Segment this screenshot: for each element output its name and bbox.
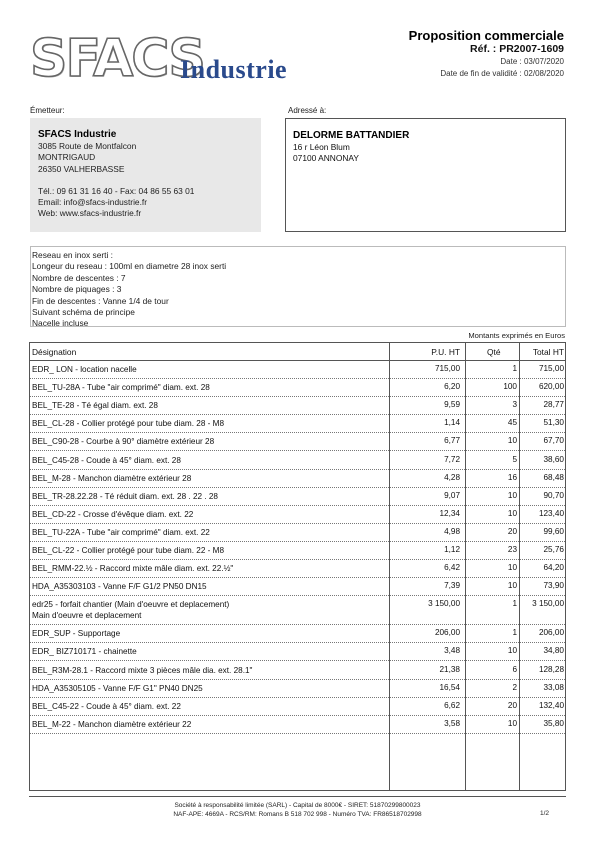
project-description	[30, 246, 566, 327]
row-designation	[32, 364, 137, 375]
page-number: 1/2	[539, 810, 549, 817]
row-designation-text: HDA_A35303103 - Vanne F/F G1/2 PN50 DN15	[32, 582, 207, 592]
row-quantity: 23	[507, 545, 517, 554]
row-quantity: 2	[512, 682, 517, 692]
document-reference: Réf. : PR2007-1609	[470, 43, 564, 55]
table-row	[30, 360, 565, 379]
row-designation-text: EDR_ LON - location nacelle	[32, 365, 137, 374]
row-total: 64,20	[543, 563, 564, 573]
row-unit-price: 3,58	[444, 718, 460, 728]
quote-table	[29, 342, 566, 791]
row-quantity: 20	[507, 526, 517, 536]
row-unit-price: 3,48	[444, 646, 460, 656]
row-designation-text: BEL_RMM-22.½ - Raccord mixte mâle diam. ext. 22.½"	[32, 564, 234, 574]
row-designation	[32, 581, 207, 592]
emitter-box	[30, 118, 261, 232]
table-row	[30, 642, 565, 661]
document-date: Date : 03/07/2020	[500, 57, 564, 66]
description-line: Reseau en inox serti :	[32, 250, 114, 260]
row-designation-text: EDR_ BIZ710171 - chainette	[32, 647, 137, 657]
row-designation-text: BEL_TE-28 - Té égal diam. ext. 28	[32, 401, 158, 411]
row-designation-text: BEL_M-28 - Manchon diamètre extérieur 28	[32, 473, 192, 483]
col-header-quantity: Qté	[487, 347, 501, 357]
row-unit-price: 6,42	[444, 563, 460, 573]
row-designation	[32, 701, 181, 712]
row-quantity: 20	[507, 700, 517, 710]
row-designation	[32, 455, 181, 466]
document-title: Proposition commerciale	[408, 28, 564, 43]
table-row	[30, 414, 565, 433]
row-unit-price: 6,20	[444, 382, 460, 392]
legal-footer	[0, 801, 595, 819]
row-unit-price: 206,00	[434, 628, 460, 638]
table-row	[30, 697, 565, 716]
row-unit-price: 715,00	[434, 364, 460, 373]
row-unit-price: 12,34	[439, 508, 460, 518]
description-line: Nombre de piquages : 3	[32, 284, 122, 295]
row-designation-text: EDR_SUP - Supportage	[32, 629, 121, 639]
row-designation	[32, 683, 203, 694]
row-designation	[32, 400, 158, 411]
recipient-address-line: 07100 ANNONAY	[293, 153, 359, 164]
company-logo	[30, 29, 320, 91]
emitter-address-line: 3085 Route de Montfalcon	[38, 141, 137, 151]
row-designation-text: BEL_CL-22 - Collier protégé pour tube diam. 22 - M8	[32, 546, 225, 555]
row-designation-subtext: Main d'oeuvre et deplacement	[32, 611, 142, 621]
row-designation-text: BEL_R3M-28.1 - Raccord mixte 3 pièces mâle dia. ext. 28.1"	[32, 665, 253, 675]
table-row	[30, 469, 565, 488]
row-total: 206,00	[538, 628, 564, 638]
row-total: 28,77	[543, 400, 564, 410]
row-quantity: 16	[507, 472, 517, 482]
logo-brand-text: SFACS	[30, 29, 204, 89]
table-row	[30, 559, 565, 578]
row-designation-text: BEL_TR-28.22.28 - Té réduit diam. ext. 28 . 22 . 28	[32, 491, 218, 501]
row-total: 35,80	[543, 718, 564, 728]
row-unit-price: 1,12	[444, 545, 460, 554]
row-designation	[32, 527, 210, 538]
emitter-website: Web: www.sfacs-industrie.fr	[38, 208, 142, 219]
emitter-address-line: 26350 VALHERBASSE	[38, 163, 125, 174]
recipient-label: Adressé à:	[288, 106, 327, 115]
table-row	[30, 679, 565, 698]
emitter-phone: Tél.: 09 61 31 16 40 - Fax: 04 86 55 63 01	[38, 185, 195, 196]
row-designation-text: BEL_C45-28 - Coude à 45° diam. ext. 28	[32, 455, 181, 465]
row-quantity: 10	[507, 563, 517, 573]
description-line: Fin de descentes : Vanne 1/4 de tour	[32, 295, 169, 306]
row-total: 90,70	[543, 490, 564, 500]
row-quantity: 10	[507, 581, 517, 591]
logo-suffix-text: Industrie	[180, 55, 288, 84]
recipient-name: DELORME BATTANDIER	[293, 130, 410, 141]
row-unit-price: 7,72	[444, 454, 460, 464]
row-designation-text: BEL_TU-22A - Tube "air comprimé" diam. ext. 22	[32, 527, 210, 537]
recipient-box	[285, 118, 566, 232]
row-unit-price: 9,59	[444, 400, 460, 410]
emitter-label: Émetteur:	[30, 106, 65, 115]
emitter-address-line: MONTRIGAUD	[38, 152, 96, 163]
table-row	[30, 451, 565, 470]
table-row	[30, 378, 565, 397]
row-quantity: 6	[512, 664, 517, 674]
row-designation-text: BEL_CL-28 - Collier protégé pour tube diam. 28 - M8	[32, 419, 225, 429]
row-total: 38,60	[543, 454, 564, 464]
row-designation	[32, 382, 210, 393]
row-designation	[32, 545, 224, 556]
row-designation	[32, 473, 191, 484]
col-header-unit-price: P.U. HT	[431, 347, 460, 357]
row-designation	[32, 628, 120, 639]
row-quantity: 5	[512, 454, 517, 464]
table-row	[30, 487, 565, 506]
row-designation	[32, 491, 218, 502]
row-total: 128,28	[538, 664, 564, 674]
row-designation-text: BEL_CD-22 - Crosse d'évêque diam. ext. 22	[32, 509, 194, 519]
row-unit-price: 4,98	[444, 526, 460, 536]
row-designation-text: edr25 - forfait chantier (Main d'oeuvre et deplacement)	[32, 600, 230, 610]
row-quantity: 45	[507, 418, 517, 428]
row-quantity: 10	[507, 490, 517, 500]
row-quantity: 100	[503, 382, 517, 392]
table-row	[30, 432, 565, 451]
row-designation-text: BEL_TU-28A - Tube "air comprimé" diam. ext. 28	[32, 383, 210, 393]
row-designation-text: HDA_A35305105 - Vanne F/F G1" PN40 DN25	[32, 683, 203, 693]
emitter-name: SFACS Industrie	[38, 129, 117, 140]
table-row	[30, 595, 565, 625]
row-total: 73,90	[543, 581, 564, 591]
description-line: Longeur du reseau : 100ml en diametre 28 inox serti	[32, 261, 227, 272]
row-designation-text: BEL_C90-28 - Courbe à 90° diamètre extérieur 28	[32, 437, 215, 447]
row-designation	[32, 646, 137, 657]
footer-divider	[29, 796, 566, 797]
recipient-address-line: 16 r Léon Blum	[293, 142, 350, 152]
row-unit-price: 4,28	[444, 472, 460, 482]
row-unit-price: 3 150,00	[428, 599, 460, 609]
row-designation-text: BEL_M-22 - Manchon diamètre extérieur 22	[32, 719, 192, 729]
row-designation	[32, 509, 193, 520]
table-row	[30, 624, 565, 643]
col-header-designation: Désignation	[32, 347, 77, 357]
table-row	[30, 661, 565, 680]
row-designation	[32, 665, 252, 676]
table-row	[30, 396, 565, 415]
row-unit-price: 9,07	[444, 490, 460, 500]
row-total: 99,60	[543, 526, 564, 536]
row-total: 25,76	[543, 545, 564, 554]
row-unit-price: 21,38	[439, 664, 460, 674]
row-designation	[32, 599, 229, 621]
description-line: Nacelle incluse	[32, 318, 89, 329]
row-total: 67,70	[543, 436, 564, 446]
row-total: 33,08	[543, 682, 564, 692]
row-designation	[32, 563, 233, 574]
row-designation	[32, 418, 224, 429]
footer-legal-line: Société à responsabilité limitée (SARL) - Capital de 8000€ - SIRET: 51870299800023	[174, 802, 421, 809]
row-quantity: 10	[507, 508, 517, 518]
currency-note: Montants exprimés en Euros	[468, 331, 565, 340]
row-quantity: 1	[512, 364, 517, 373]
row-quantity: 1	[512, 628, 517, 638]
description-line: Nombre de descentes : 7	[32, 272, 126, 283]
footer-legal-line: NAF-APE: 4669A - RCS/RM: Romans B 518 702 998 - Numéro TVA: FR86518702998	[173, 811, 422, 819]
table-row	[30, 715, 565, 734]
row-total: 715,00	[538, 364, 564, 373]
col-header-total: Total HT	[532, 347, 564, 357]
table-row	[30, 541, 565, 560]
row-designation-text: BEL_C45-22 - Coude à 45° diam. ext. 22	[32, 701, 181, 711]
row-quantity: 3	[512, 400, 517, 410]
row-quantity: 10	[507, 646, 517, 656]
table-row	[30, 523, 565, 542]
row-total: 68,48	[543, 472, 564, 482]
description-line: Suivant schéma de principe	[32, 307, 135, 318]
row-total: 3 150,00	[532, 599, 564, 609]
row-total: 51,30	[543, 418, 564, 428]
row-quantity: 10	[507, 718, 517, 728]
row-quantity: 1	[512, 599, 517, 609]
validity-date: Date de fin de validité : 02/08/2020	[440, 69, 564, 78]
document-header	[409, 28, 564, 80]
table-header	[30, 343, 565, 361]
emitter-email: Email: info@sfacs-industrie.fr	[38, 197, 148, 208]
row-designation	[32, 719, 191, 730]
row-total: 123,40	[538, 508, 564, 518]
row-unit-price: 16,54	[439, 682, 460, 692]
row-unit-price: 6,62	[444, 700, 460, 710]
table-row	[30, 577, 565, 596]
row-unit-price: 1,14	[444, 418, 460, 428]
row-total: 620,00	[538, 382, 564, 392]
row-total: 132,40	[538, 700, 564, 710]
row-total: 34,80	[543, 646, 564, 656]
row-unit-price: 6,77	[444, 436, 460, 446]
row-quantity: 10	[507, 436, 517, 446]
row-designation	[32, 436, 214, 447]
table-row	[30, 505, 565, 524]
row-unit-price: 7,39	[444, 581, 460, 591]
